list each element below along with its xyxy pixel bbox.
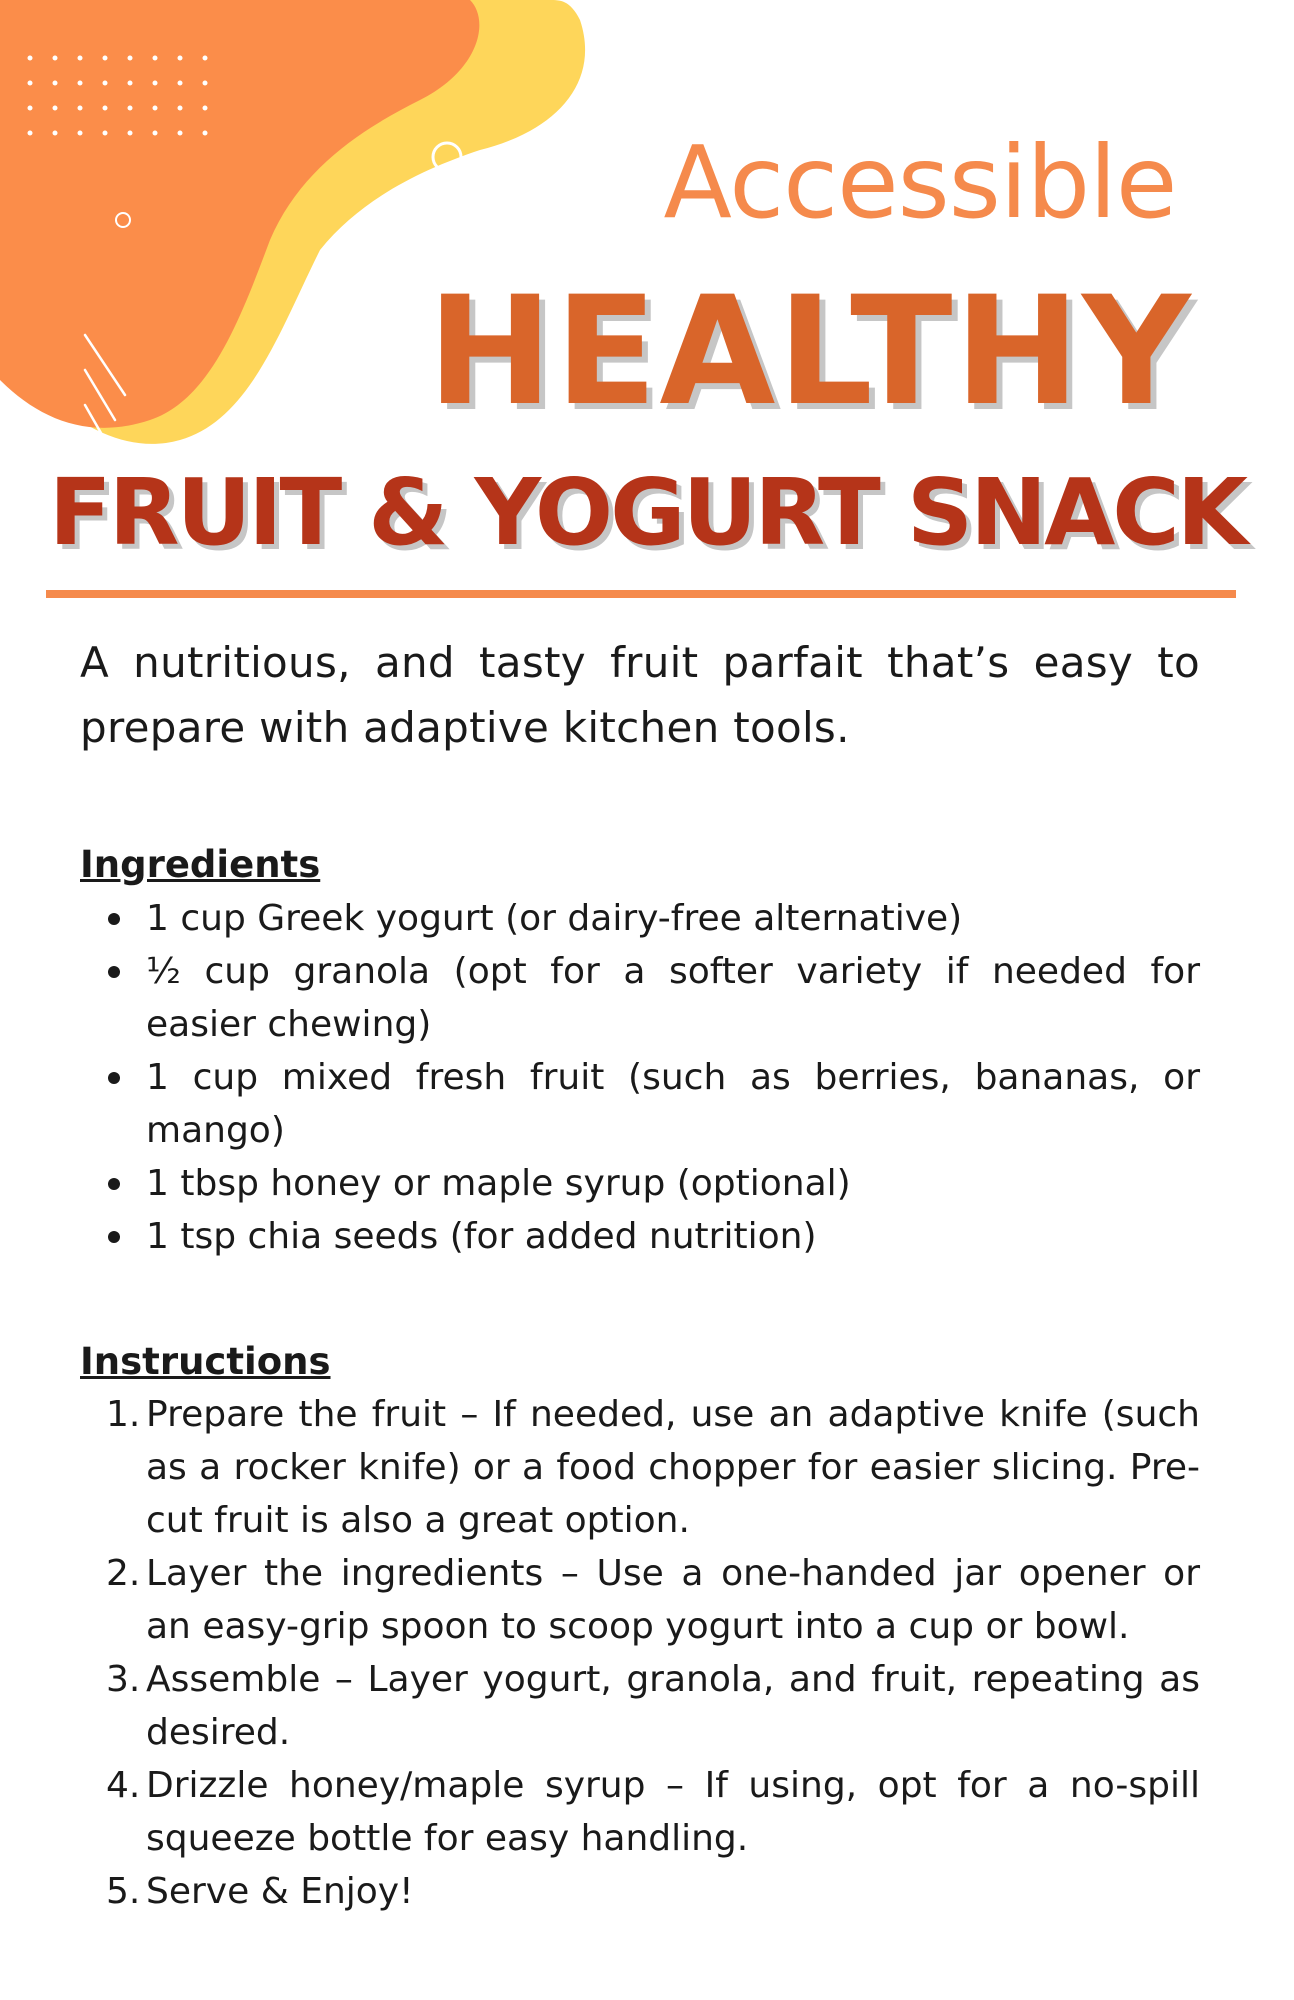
bullet-icon bbox=[108, 966, 120, 978]
dot bbox=[153, 131, 158, 136]
bullet-icon bbox=[108, 913, 120, 925]
dot bbox=[128, 81, 133, 86]
title-fruit-yogurt-snack: FRUIT & YOGURT SNACK bbox=[48, 459, 1246, 566]
dot bbox=[178, 131, 183, 136]
ingredient-item bbox=[146, 892, 1200, 945]
step-text: Drizzle honey/maple syrup – If using, opt for a no-spill squeeze bottle for easy handling. bbox=[146, 1765, 1200, 1860]
step-number: 5. bbox=[106, 1871, 141, 1913]
ingredient-item bbox=[146, 1051, 1200, 1157]
dot bbox=[28, 131, 33, 136]
instructions-heading: Instructions bbox=[80, 1339, 331, 1383]
instruction-step bbox=[106, 1653, 1200, 1759]
step-text: Prepare the fruit – If needed, use an adaptive knife (such as a rocker knife) or a food chopper for easier slicing. Pre-cut fruit is also a great option. bbox=[146, 1394, 1200, 1542]
step-text: Assemble – Layer yogurt, granola, and fruit, repeating as desired. bbox=[146, 1659, 1200, 1754]
dot bbox=[203, 131, 208, 136]
instruction-step bbox=[106, 1759, 1200, 1865]
bullet-icon bbox=[108, 1178, 120, 1190]
dot bbox=[53, 106, 58, 111]
dot bbox=[103, 56, 108, 61]
dot bbox=[128, 131, 133, 136]
dot bbox=[103, 81, 108, 86]
step-number: 2. bbox=[106, 1553, 141, 1595]
ingredients-heading: Ingredients bbox=[80, 843, 321, 887]
orange-divider bbox=[46, 590, 1236, 598]
step-number: 3. bbox=[106, 1659, 141, 1701]
dot bbox=[78, 56, 83, 61]
dot bbox=[153, 81, 158, 86]
ingredient-text: 1 cup mixed fresh fruit (such as berries, bananas, or mango) bbox=[146, 1056, 1200, 1151]
instruction-step bbox=[106, 1388, 1200, 1547]
ingredient-item bbox=[146, 1210, 1200, 1263]
dot bbox=[153, 106, 158, 111]
dot bbox=[178, 106, 183, 111]
dot bbox=[78, 131, 83, 136]
dot bbox=[53, 131, 58, 136]
dot bbox=[53, 81, 58, 86]
instruction-step bbox=[106, 1547, 1200, 1653]
dot bbox=[203, 106, 208, 111]
ingredient-text: ½ cup granola (opt for a softer variety if needed for easier chewing) bbox=[146, 950, 1200, 1045]
dot bbox=[153, 56, 158, 61]
dot bbox=[103, 131, 108, 136]
ingredient-item bbox=[146, 945, 1200, 1051]
instructions-list bbox=[80, 1388, 1200, 1918]
dot bbox=[178, 81, 183, 86]
recipe-content bbox=[80, 630, 1200, 1918]
dot bbox=[203, 81, 208, 86]
dot bbox=[178, 56, 183, 61]
dot bbox=[78, 81, 83, 86]
step-number: 4. bbox=[106, 1765, 141, 1807]
ingredient-text: 1 cup Greek yogurt (or dairy-free alternative) bbox=[146, 897, 963, 939]
step-text: Serve & Enjoy! bbox=[146, 1871, 414, 1913]
intro-text: A nutritious, and tasty fruit parfait that’s easy to prepare with adaptive kitchen tools. bbox=[80, 638, 1200, 753]
instruction-step bbox=[106, 1865, 1200, 1918]
ingredient-text: 1 tsp chia seeds (for added nutrition) bbox=[146, 1215, 817, 1257]
dot bbox=[78, 106, 83, 111]
dot bbox=[28, 81, 33, 86]
dot bbox=[53, 56, 58, 61]
dot bbox=[128, 106, 133, 111]
title-healthy: HEALTHY bbox=[427, 265, 1193, 439]
step-text: Layer the ingredients – Use a one-handed jar opener or an easy-grip spoon to scoop yogurt into a cup or bowl. bbox=[146, 1553, 1200, 1648]
dot bbox=[203, 56, 208, 61]
ingredients-list bbox=[80, 892, 1200, 1263]
bullet-icon bbox=[108, 1072, 120, 1084]
bullet-icon bbox=[108, 1231, 120, 1243]
title-accessible: Accessible bbox=[663, 124, 1177, 241]
ingredient-text: 1 tbsp honey or maple syrup (optional) bbox=[146, 1162, 851, 1204]
step-number: 1. bbox=[106, 1394, 141, 1436]
dot bbox=[128, 56, 133, 61]
dot bbox=[28, 56, 33, 61]
dot bbox=[28, 106, 33, 111]
ingredient-item bbox=[146, 1157, 1200, 1210]
dot bbox=[103, 106, 108, 111]
